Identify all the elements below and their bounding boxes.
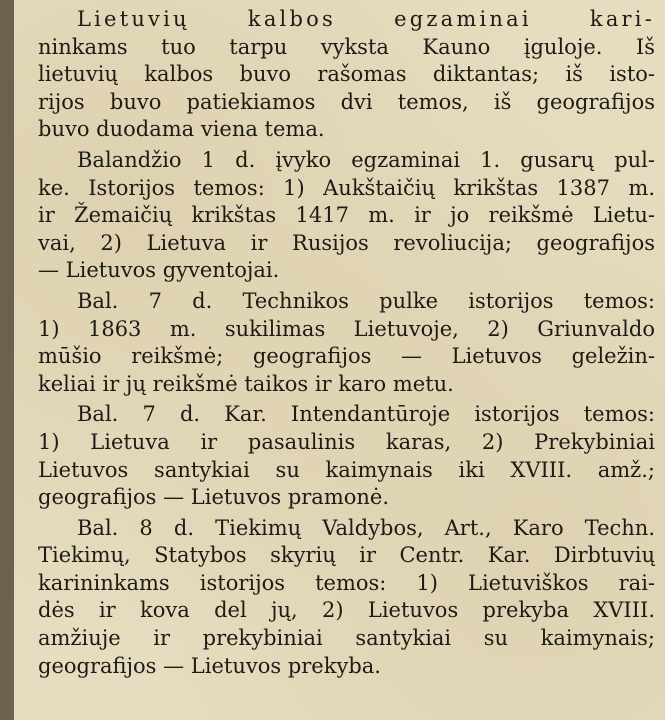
paragraph-april-1-hussars <box>38 147 655 285</box>
text-line: mūšio reikšmė; geografijos — Lietuvos geležin- <box>38 344 655 369</box>
text-line: ninkams tuo tarpu vyksta Kauno įguloje. Iš <box>38 34 655 59</box>
text-line: 1) Lietuva ir pasaulinis karas, 2) Prekybiniai <box>38 429 655 454</box>
text-line: geografijos — Lietuvos pramonė. <box>38 485 390 510</box>
text-line: dės ir kova del jų, 2) Lietuvos prekyba XVIII. <box>38 598 655 623</box>
paragraph-april-7-intendancy <box>38 401 655 511</box>
text-line: keliai ir jų reikšmė taikos ir karo metu. <box>38 371 454 396</box>
text-line: karininkams istorijos temos: 1) Lietuviškos rai- <box>38 570 655 595</box>
text-line: — Lietuvos gyventojai. <box>38 258 280 283</box>
text-line: 1) 1863 m. sukilimas Lietuvoje, 2) Griunvaldo <box>38 316 655 341</box>
text-line: ir Žemaičių krikštas 1417 m. ir jo reikšmė Lietu- <box>38 203 655 228</box>
text-line: amžiuje ir prekybiniai santykiai su kaimynais; <box>38 626 655 651</box>
text-line: Bal. 8 d. Tiekimų Valdybos, Art., Karo Techn. <box>77 515 655 540</box>
text-line: Lietuvos santykiai su kaimynais iki XVIII. amž.; <box>38 457 655 482</box>
text-line: vai, 2) Lietuva ir Rusijos revoliucija; geografijos <box>38 230 655 255</box>
text-line: ke. Istorijos temos: 1) Aukštaičių krikštas 1387 m. <box>38 175 655 200</box>
paragraph-april-7-technical-regiment <box>38 288 655 398</box>
text-line: Tiekimų, Statybos skyrių ir Centr. Kar. Dirbtuvių <box>38 543 655 568</box>
text-line: Balandžio 1 d. įvyko egzaminai 1. gusarų pul- <box>77 147 655 172</box>
text-line: Bal. 7 d. Technikos pulke istorijos temos: <box>77 288 655 313</box>
text-line: Bal. 7 d. Kar. Intendantūroje istorijos temos: <box>77 402 655 427</box>
paragraph-april-8-supply-board <box>38 515 655 681</box>
text-line: Lietuvių kalbos egzaminai kari- <box>77 7 655 31</box>
text-line: geografijos — Lietuvos prekyba. <box>38 653 381 678</box>
text-line: rijos buvo patiekiamos dvi temos, iš geografijos <box>38 89 655 114</box>
text-line: lietuvių kalbos buvo rašomas diktantas; iš isto- <box>38 62 655 87</box>
text-line: buvo duodama viena tema. <box>38 117 325 142</box>
paragraph-lithuanian-exams <box>38 6 655 144</box>
